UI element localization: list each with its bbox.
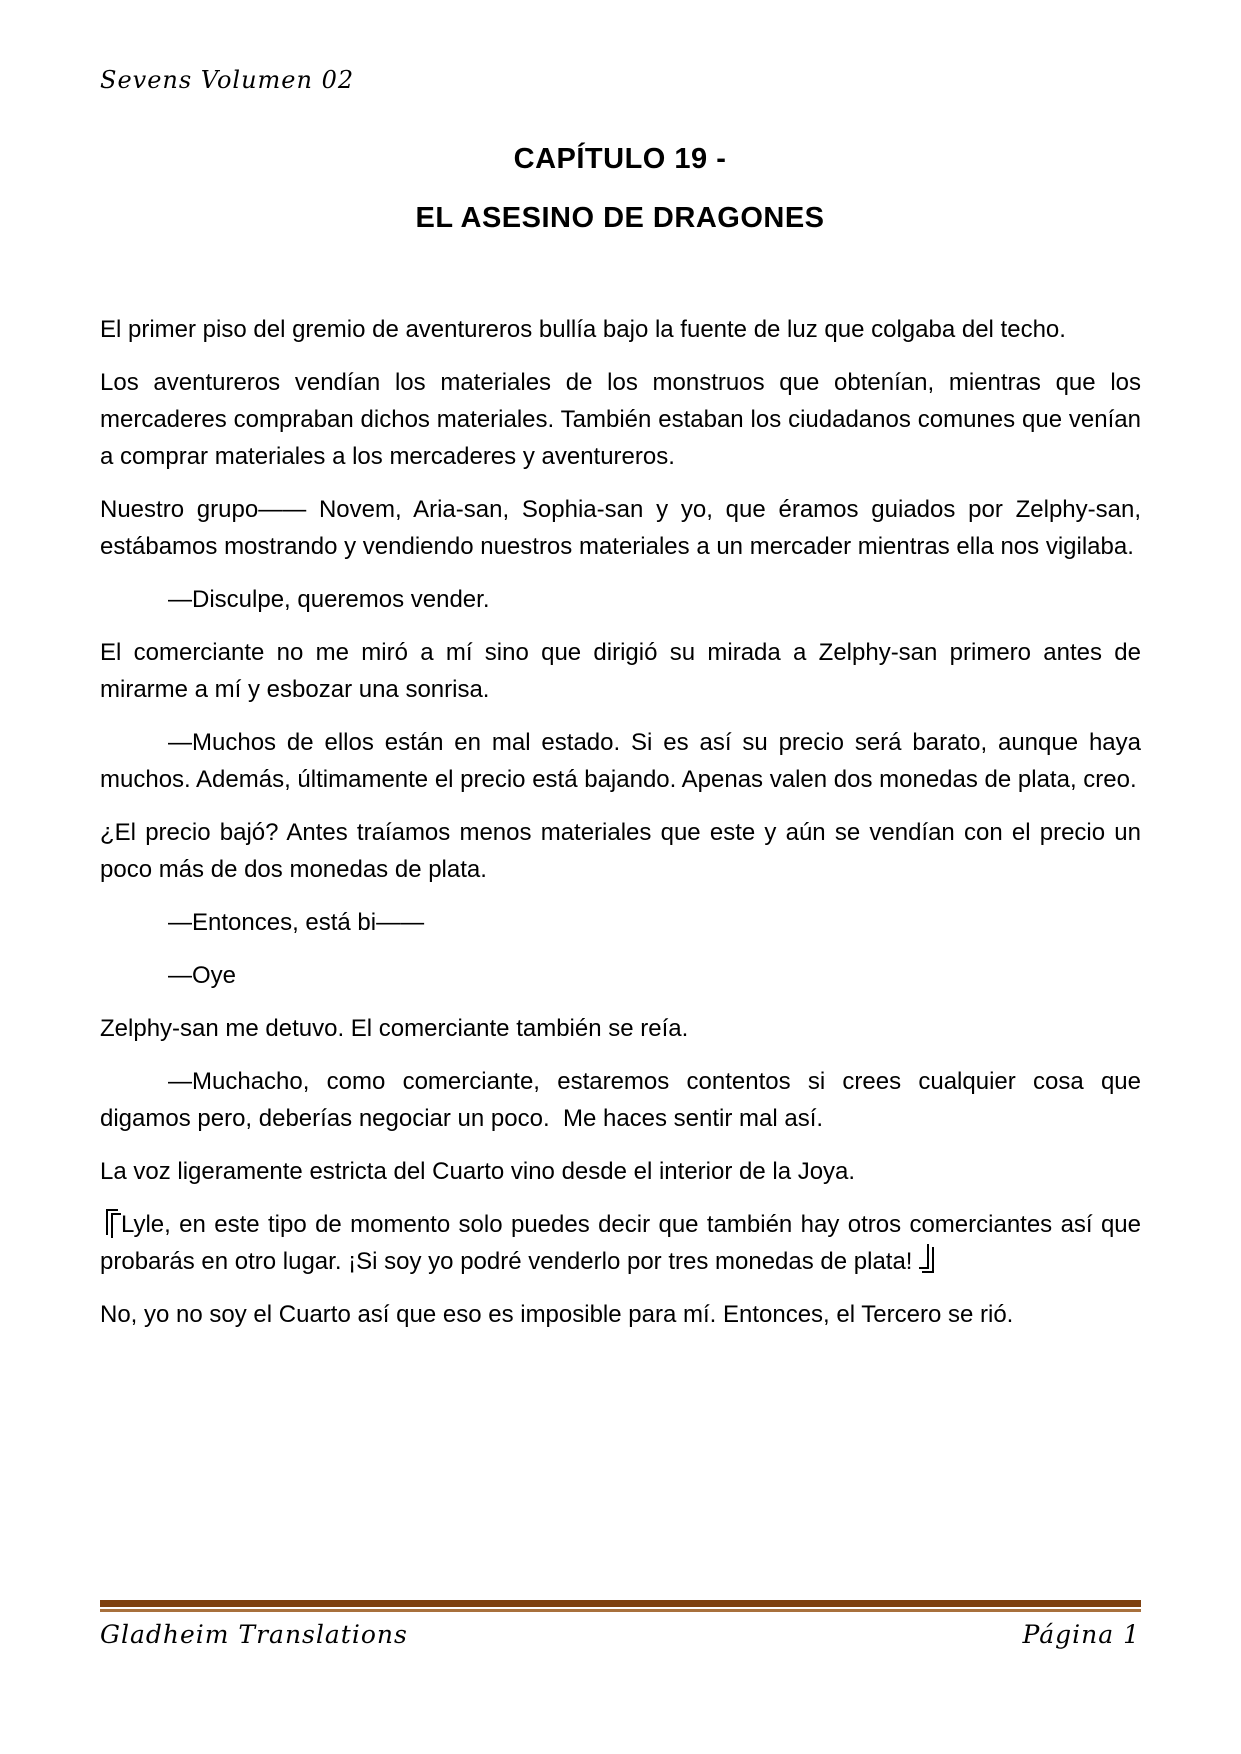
footer-page-number: Página 1 bbox=[1022, 1620, 1140, 1649]
open-corner-bracket-icon bbox=[105, 1209, 121, 1236]
footer-divider-thick-line bbox=[100, 1600, 1141, 1607]
paragraph: —Entonces, está bi—— bbox=[168, 909, 425, 936]
paragraph: Nuestro grupo—— Novem, Aria-san, Sophia-san y yo, que éramos guiados por Zelphy-san, estábamos mostrando y vendiendo nuestros materiales a un mercader mientras ella nos vigilaba. bbox=[100, 496, 1141, 560]
chapter-title-line2: EL ASESINO DE DRAGONES bbox=[415, 202, 825, 234]
paragraph: Zelphy-san me detuvo. El comerciante también se reía. bbox=[100, 1015, 689, 1042]
page-footer bbox=[100, 1620, 1140, 1649]
footer-divider bbox=[100, 1600, 1141, 1612]
paragraph: Lyle, en este tipo de momento solo puedes decir que también hay otros comerciantes así que probarás en otro lugar. ¡Si soy yo podré venderlo por tres monedas de plata! bbox=[100, 1211, 1141, 1275]
paragraph: Los aventureros vendían los materiales de los monstruos que obtenían, mientras que los mercaderes compraban dichos materiales. También estaban los ciudadanos comunes que venían a comprar materiales a los mercaderes y aventureros. bbox=[100, 369, 1141, 470]
footer-translator-credit: Gladheim Translations bbox=[100, 1620, 408, 1649]
paragraph: El primer piso del gremio de aventureros bullía bajo la fuente de luz que colgaba del techo. bbox=[100, 316, 1066, 343]
chapter-title bbox=[100, 130, 1140, 248]
paragraph: La voz ligeramente estricta del Cuarto vino desde el interior de la Joya. bbox=[100, 1158, 856, 1185]
chapter-title-line1: CAPÍTULO 19 - bbox=[513, 143, 727, 175]
paragraph: —Oye bbox=[168, 962, 237, 989]
close-corner-bracket-icon bbox=[919, 1246, 935, 1273]
paragraph: No, yo no soy el Cuarto así que eso es imposible para mí. Entonces, el Tercero se rió. bbox=[100, 1301, 1014, 1328]
document-body bbox=[100, 311, 1141, 1349]
paragraph: —Muchos de ellos están en mal estado. Si es así su precio será barato, aunque haya muchos. Además, últimamente el precio está bajando. Apenas valen dos monedas de plata, creo. bbox=[100, 729, 1141, 793]
running-header: Sevens Volumen 02 bbox=[100, 66, 355, 94]
footer-divider-thin-line bbox=[100, 1609, 1141, 1612]
paragraph: ¿El precio bajó? Antes traíamos menos materiales que este y aún se vendían con el precio un poco más de dos monedas de plata. bbox=[100, 819, 1141, 883]
paragraph: —Muchacho, como comerciante, estaremos contentos si crees cualquier cosa que digamos pero, deberías negociar un poco. Me haces sentir mal así. bbox=[100, 1068, 1141, 1132]
paragraph: El comerciante no me miró a mí sino que dirigió su mirada a Zelphy-san primero antes de mirarme a mí y esbozar una sonrisa. bbox=[100, 639, 1141, 703]
paragraph: —Disculpe, queremos vender. bbox=[168, 586, 490, 613]
